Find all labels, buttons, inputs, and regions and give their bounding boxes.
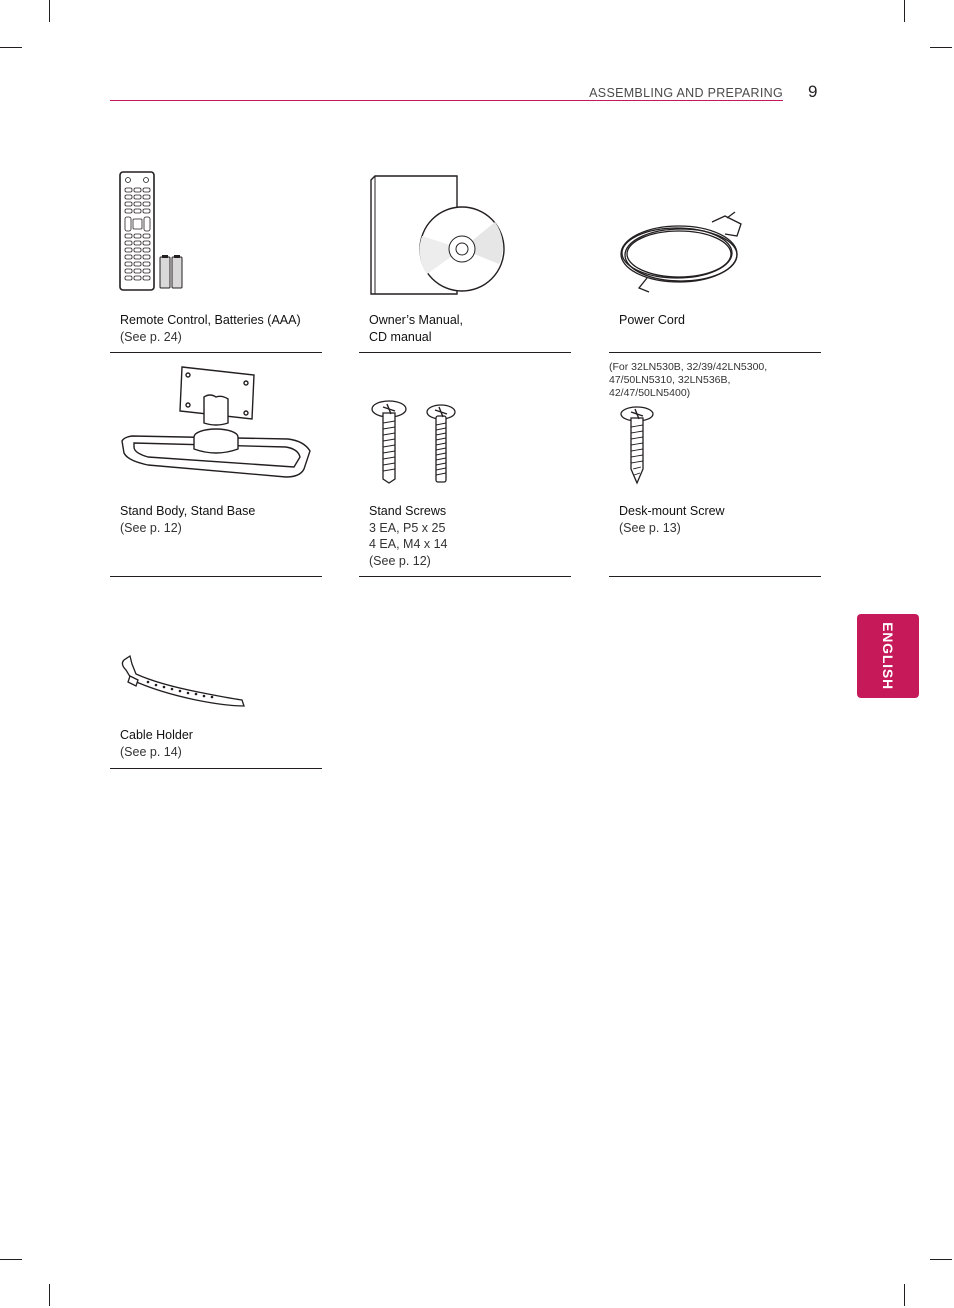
- item-detail: 4 EA, M4 x 14: [369, 537, 448, 551]
- page-number: 9: [808, 82, 818, 101]
- section-title: ASSEMBLING AND PREPARING: [589, 86, 783, 100]
- item-name: Owner’s Manual,: [369, 313, 464, 327]
- language-tab-label: ENGLISH: [880, 622, 896, 690]
- item-desk-mount-screw: [609, 355, 821, 578]
- model-note-line: (For 32LN530B, 32/39/42LN5300,: [609, 361, 768, 373]
- item-name: Desk-mount Screw: [619, 504, 725, 518]
- item-rule: [110, 768, 322, 769]
- cable-holder-icon: [118, 654, 248, 714]
- power-cord-icon: [617, 210, 757, 295]
- item-name: Power Cord: [619, 313, 685, 327]
- item-name: Stand Screws: [369, 504, 447, 518]
- stand-screws-icon: [369, 399, 469, 485]
- item-detail: (See p. 12): [369, 553, 431, 568]
- item-rule: [609, 352, 821, 353]
- item-name: Remote Control, Batteries (AAA): [120, 313, 301, 327]
- item-label: [120, 727, 193, 760]
- model-note: [609, 361, 809, 400]
- manual-cd-icon: [367, 174, 507, 296]
- crop-mark: [49, 1284, 50, 1306]
- model-note-line: 42/47/50LN5400): [609, 387, 691, 399]
- crop-mark: [930, 1259, 952, 1260]
- item-label: [120, 312, 301, 345]
- item-stand-screws: [359, 355, 571, 578]
- crop-mark: [49, 0, 50, 22]
- stand-icon: [118, 361, 318, 486]
- item-detail: (See p. 14): [120, 744, 182, 759]
- item-detail: (See p. 12): [120, 520, 182, 535]
- item-name: Cable Holder: [120, 728, 193, 742]
- item-name: Stand Body, Stand Base: [120, 504, 256, 518]
- batteries-icon: [160, 255, 182, 288]
- crop-mark: [904, 0, 905, 22]
- item-stand: [110, 355, 322, 578]
- item-name: CD manual: [369, 329, 432, 344]
- item-detail: (See p. 24): [120, 329, 182, 344]
- crop-mark: [0, 1259, 22, 1260]
- item-label: [369, 503, 448, 569]
- item-rule: [359, 352, 571, 353]
- item-detail: (See p. 13): [619, 520, 681, 535]
- item-label: [619, 503, 725, 536]
- desk-mount-screw-icon: [619, 405, 659, 485]
- item-power-cord: [609, 160, 821, 355]
- item-rule: [359, 576, 571, 577]
- item-rule: [110, 576, 322, 577]
- crop-mark: [930, 47, 952, 48]
- item-owners-manual: [359, 160, 571, 355]
- item-rule: [609, 576, 821, 577]
- header-rule: [110, 100, 783, 101]
- crop-mark: [904, 1284, 905, 1306]
- item-detail: 3 EA, P5 x 25: [369, 520, 446, 535]
- item-label: [120, 503, 255, 536]
- crop-mark: [0, 47, 22, 48]
- item-label: [619, 312, 685, 329]
- language-tab: [857, 614, 919, 698]
- item-remote-control: [110, 160, 322, 355]
- model-note-line: 47/50LN5310, 32LN536B,: [609, 374, 731, 386]
- remote-control-icon: [118, 170, 198, 295]
- item-cable-holder: [110, 640, 322, 770]
- item-rule: [110, 352, 322, 353]
- item-label: [369, 312, 463, 345]
